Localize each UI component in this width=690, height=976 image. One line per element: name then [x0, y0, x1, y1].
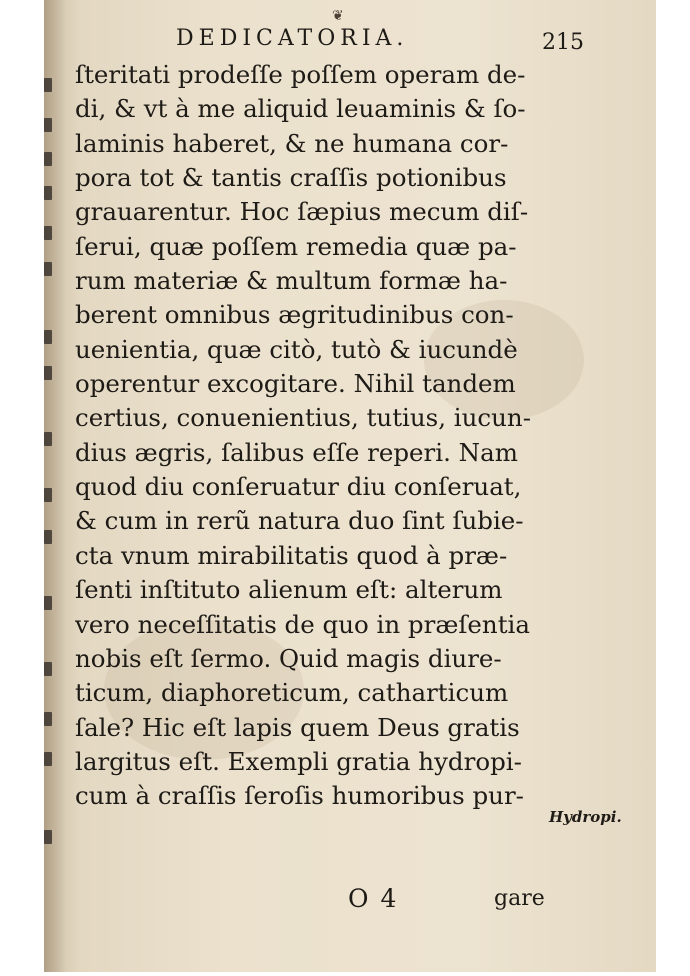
catchword: gare: [494, 886, 545, 911]
marginal-note: Hydropi.: [549, 808, 622, 826]
page-number: 215: [542, 30, 584, 55]
show-through-mark: [44, 712, 52, 726]
signature-mark: O 4: [348, 884, 399, 913]
text-line: operentur excogitare. Nihil tandem: [75, 369, 516, 399]
text-line: ſenti inſtituto alienum eſt: alterum: [75, 575, 503, 605]
text-line: vero neceſſitatis de quo in præſentia: [75, 609, 530, 639]
show-through-mark: [44, 596, 52, 610]
text-line: pora tot & tantis craſſis potionibus: [75, 163, 507, 193]
show-through-mark: [44, 488, 52, 502]
text-line: cum à craſſis ſeroſis humoribus pur-: [75, 781, 524, 811]
show-through-mark: [44, 262, 52, 276]
body-text: [75, 58, 595, 814]
ornament-mark: ❦: [332, 8, 344, 24]
text-line: di, & vt à me aliquid leuaminis & ſo-: [75, 94, 526, 124]
show-through-mark: [44, 662, 52, 676]
text-line: rum materiæ & multum formæ ha-: [75, 266, 508, 296]
book-page: [44, 0, 656, 972]
show-through-mark: [44, 432, 52, 446]
text-line: laminis haberet, & ne humana cor-: [75, 128, 509, 158]
text-line: largitus eſt. Exempli gratia hydropi-: [75, 746, 522, 776]
show-through-mark: [44, 752, 52, 766]
text-line: uenientia, quæ citò, tutò & iucundè: [75, 334, 518, 364]
text-line: grauarentur. Hoc ſæpius mecum diſ-: [75, 197, 529, 227]
text-line: ticum, diaphoreticum, catharticum: [75, 678, 509, 708]
show-through-mark: [44, 226, 52, 240]
text-line: berent omnibus ægritudinibus con-: [75, 300, 514, 330]
show-through-mark: [44, 152, 52, 166]
show-through-mark: [44, 186, 52, 200]
text-line: ſteritati prodeſſe poſſem operam de-: [75, 60, 526, 89]
text-line: nobis eſt ſermo. Quid magis diure-: [75, 643, 502, 673]
text-line: dius ægris, ſalibus eſſe reperi. Nam: [75, 437, 518, 467]
text-line: certius, conuenientius, tutius, iucun-: [75, 403, 531, 433]
show-through-mark: [44, 118, 52, 132]
text-line: & cum in rerũ natura duo ſint ſubie-: [75, 506, 524, 536]
text-line: ſerui, quæ poſſem remedia quæ pa-: [75, 231, 517, 261]
show-through-mark: [44, 830, 52, 844]
text-line: ſale? Hic eſt lapis quem Deus gratis: [75, 712, 520, 742]
running-title: DEDICATORIA.: [176, 26, 409, 51]
show-through-mark: [44, 530, 52, 544]
show-through-mark: [44, 330, 52, 344]
text-line: cta vnum mirabilitatis quod à præ-: [75, 540, 508, 570]
text-line: quod diu conſeruatur diu conſeruat,: [75, 472, 522, 502]
show-through-mark: [44, 78, 52, 92]
show-through-mark: [44, 366, 52, 380]
